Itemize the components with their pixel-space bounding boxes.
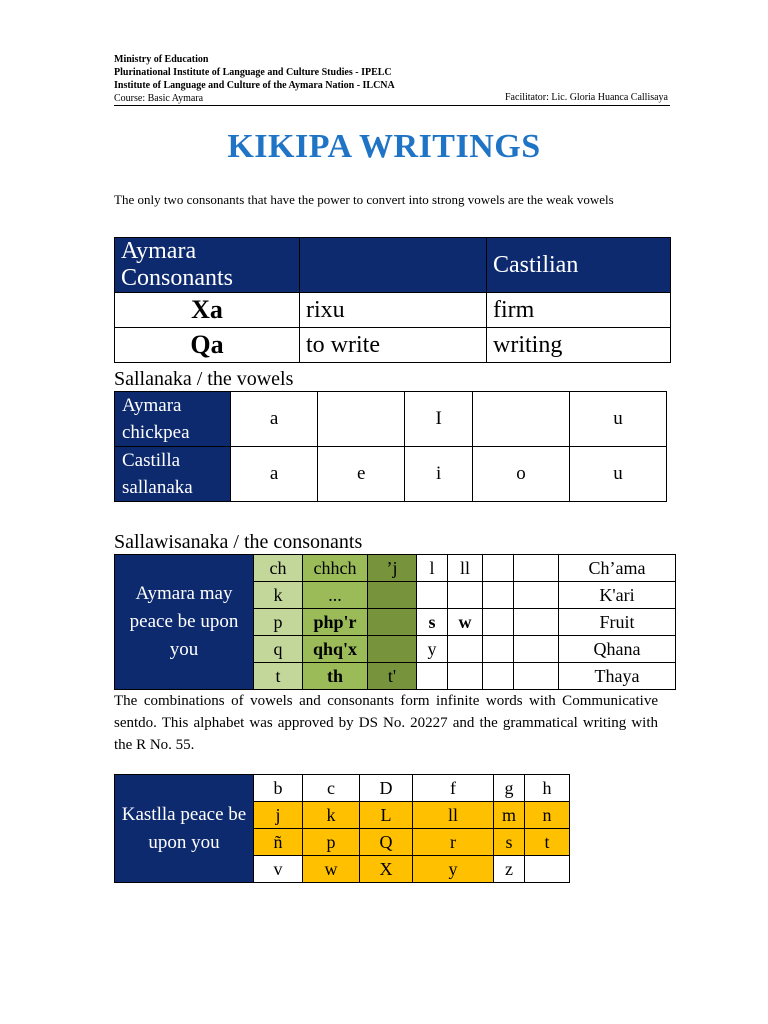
table-cell: z	[494, 856, 525, 883]
table-cell	[514, 663, 559, 690]
table-row	[115, 775, 570, 802]
header-rule	[114, 105, 670, 106]
header-castilian: Castilian	[487, 238, 671, 293]
table-cell: to write	[300, 328, 487, 363]
table-cell: s	[494, 829, 525, 856]
table-cell: ...	[303, 582, 368, 609]
table-cell: ll	[413, 802, 494, 829]
table-cell: m	[494, 802, 525, 829]
table-cell: Qa	[115, 328, 300, 363]
row-label: Castilla sallanaka	[115, 447, 231, 502]
table-cell: j	[254, 802, 303, 829]
table-cell	[514, 555, 559, 582]
table-cell	[318, 392, 405, 447]
table-cell	[417, 663, 448, 690]
table-cell: h	[525, 775, 570, 802]
consonants-title: Sallawisanaka / the consonants	[114, 531, 363, 553]
table-cell: php'r	[303, 609, 368, 636]
table-cell: Q	[360, 829, 413, 856]
table-cell	[514, 609, 559, 636]
table-row	[115, 293, 671, 328]
table-cell	[448, 582, 483, 609]
row-label: Aymara chickpea	[115, 392, 231, 447]
table-cell: b	[254, 775, 303, 802]
table-cell: Fruit	[559, 609, 676, 636]
header-aymara: Aymara	[121, 238, 197, 264]
table-cell: n	[525, 802, 570, 829]
table-cell	[514, 636, 559, 663]
table-cell: I	[405, 392, 473, 447]
approval-paragraph: The combinations of vowels and consonants form infinite words with Communicative sentdo. This alphabet was approved by DS No. 20227 and the grammatical writing with the R No. 55.	[114, 693, 658, 753]
table-cell: ch	[254, 555, 303, 582]
table-cell	[525, 856, 570, 883]
table-row	[115, 555, 676, 582]
table-cell: l	[417, 555, 448, 582]
table-cell: o	[473, 447, 570, 502]
table-cell: g	[494, 775, 525, 802]
table-cell	[514, 582, 559, 609]
table-cell	[448, 636, 483, 663]
table-cell: p	[303, 829, 360, 856]
table-cell: p	[254, 609, 303, 636]
table-cell: t	[525, 829, 570, 856]
table-cell: qhq'x	[303, 636, 368, 663]
table-cell: th	[303, 663, 368, 690]
table-cell: u	[569, 392, 666, 447]
castilian-alphabet-table	[114, 774, 570, 883]
table-cell	[417, 582, 448, 609]
table-cell	[368, 636, 417, 663]
table-cell: e	[318, 447, 405, 502]
header-ministry: Ministry of Education	[114, 54, 209, 65]
table-cell: v	[254, 856, 303, 883]
table-cell	[368, 582, 417, 609]
header-ilcna: Institute of Language and Culture of the Aymara Nation - ILCNA	[114, 80, 395, 91]
header-consonants: Consonants	[121, 265, 234, 291]
table-cell: k	[303, 802, 360, 829]
table-cell: X	[360, 856, 413, 883]
table-cell	[448, 663, 483, 690]
table-cell	[483, 609, 514, 636]
table-cell: ll	[448, 555, 483, 582]
table-cell: u	[569, 447, 666, 502]
header-institute: Plurinational Institute of Language and Culture Studies - IPELC	[114, 67, 392, 78]
table-cell: q	[254, 636, 303, 663]
page-title: KIKIPA WRITINGS	[227, 128, 541, 165]
table-cell: s	[417, 609, 448, 636]
row-label: Aymara may peace be upon you	[115, 555, 254, 690]
table-cell: firm	[487, 293, 671, 328]
table-cell: i	[405, 447, 473, 502]
table-cell: writing	[487, 328, 671, 363]
table-row	[115, 447, 667, 502]
table-header-cell	[300, 238, 487, 293]
header-course: Course: Basic Aymara	[114, 93, 204, 104]
table-cell: L	[360, 802, 413, 829]
table-row	[115, 392, 667, 447]
table-header-row	[115, 238, 671, 293]
table-cell	[483, 663, 514, 690]
intro-text: The only two consonants that have the power to convert into strong vowels are the weak vowels	[114, 192, 614, 207]
table-cell	[483, 582, 514, 609]
table-row	[115, 328, 671, 363]
table-cell: Xa	[115, 293, 300, 328]
table-cell: K'ari	[559, 582, 676, 609]
table-cell: rixu	[300, 293, 487, 328]
table-cell: Qhana	[559, 636, 676, 663]
table-cell	[473, 392, 570, 447]
table-cell: r	[413, 829, 494, 856]
consonants-translation-table	[114, 237, 671, 363]
consonants-table	[114, 554, 676, 690]
table-cell	[483, 555, 514, 582]
table-cell	[483, 636, 514, 663]
vowels-table	[114, 391, 667, 502]
table-cell: k	[254, 582, 303, 609]
table-cell: y	[413, 856, 494, 883]
vowels-title: Sallanaka / the vowels	[114, 368, 294, 390]
table-header-cell	[115, 238, 300, 293]
table-cell: ʼj	[368, 555, 417, 582]
header-facilitator: Facilitator: Lic. Gloria Huanca Callisaya	[505, 92, 668, 103]
table-cell: chhch	[303, 555, 368, 582]
table-cell: ñ	[254, 829, 303, 856]
table-cell: y	[417, 636, 448, 663]
table-cell: a	[231, 447, 318, 502]
table-cell: t'	[368, 663, 417, 690]
table-cell: D	[360, 775, 413, 802]
table-cell: a	[231, 392, 318, 447]
table-cell: Chʼama	[559, 555, 676, 582]
table-cell	[368, 609, 417, 636]
table-cell: f	[413, 775, 494, 802]
table-cell: w	[448, 609, 483, 636]
table-cell: w	[303, 856, 360, 883]
table-cell: t	[254, 663, 303, 690]
row-label: Kastlla peace be upon you	[115, 775, 254, 883]
table-cell: Thaya	[559, 663, 676, 690]
table-cell: c	[303, 775, 360, 802]
